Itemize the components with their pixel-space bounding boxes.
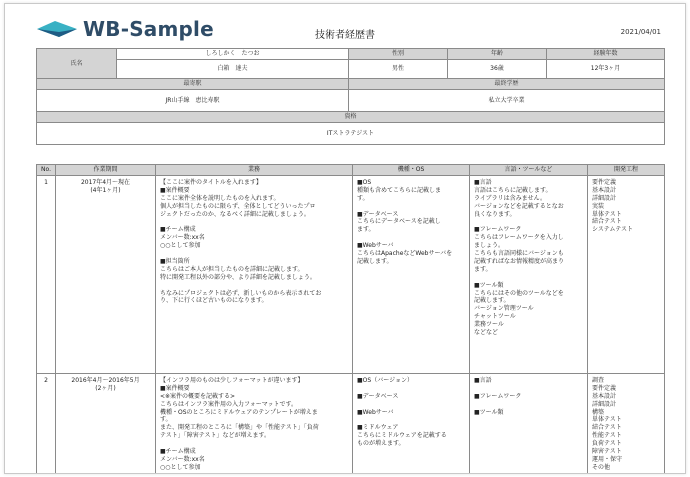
cell-line xyxy=(474,385,583,393)
cell-line: ■ツール類 xyxy=(474,281,504,289)
cell-line: 調査 xyxy=(592,376,605,384)
cell-line: ます。 xyxy=(474,265,492,273)
cell-line: 特に開発工程以外の部分や、より詳細を記載しましょう。 xyxy=(160,273,316,281)
cell-line: こちらはインフラ案件用の入力フォーマットです。 xyxy=(160,400,297,408)
cell-line: テスト」「障害テスト」などが増えます。 xyxy=(160,432,271,440)
cell-line: ■ツール類 xyxy=(474,408,504,416)
name-label: 氏名 xyxy=(37,49,117,79)
qualification-value-row xyxy=(37,123,665,145)
col-header-tools: 言語・ツールなど xyxy=(470,165,588,176)
education-label: 最終学歴 xyxy=(349,79,665,90)
career-os-cell xyxy=(353,175,470,373)
document-date: 2021/04/01 xyxy=(620,28,661,36)
cell-line: こちらにミドルウェアを記載する xyxy=(357,432,447,440)
cell-line: ■言語 xyxy=(474,178,492,186)
cell-line: こちらはフレームワークを入力し xyxy=(474,234,564,242)
cell-line: 機種・OSのところにミドルウェアのテンプレートが増えま xyxy=(160,408,318,416)
gender-label: 性別 xyxy=(349,49,448,60)
cell-line: こちらにデータベースを記載し xyxy=(357,218,441,226)
education-cell: 私立大学卒業 xyxy=(349,90,665,112)
cell-line: 要件定義 xyxy=(592,384,617,392)
cell-line: ましょう。 xyxy=(474,242,505,250)
cell-line: 記載すればなお情報精度が高まり xyxy=(474,257,565,265)
cell-line: 運用・保守 xyxy=(592,455,623,463)
cell-line: 基本設計 xyxy=(592,392,617,400)
cell-line: ■案件概要 xyxy=(160,186,190,194)
resume-sheet xyxy=(4,3,686,474)
cell-line xyxy=(357,385,465,393)
career-period-cell xyxy=(56,175,156,373)
cell-line xyxy=(474,218,583,226)
cell-line xyxy=(357,416,465,424)
cell-line: 2017年4月～現在 xyxy=(80,178,131,186)
cell-line: こちらも言語同様にバージョンも xyxy=(474,250,564,258)
cell-line: 言語はこちらに記載します。 xyxy=(474,186,552,194)
career-phases-cell xyxy=(588,175,665,373)
cell-line: す。 xyxy=(357,194,369,202)
cell-line: また、開発工程のところに「構築」や「性能テスト」「負荷 xyxy=(160,424,319,432)
cell-line: ■フレームワーク xyxy=(474,226,522,234)
cell-line: ジェクトだったのか、なるべく詳細に記載しましょう。 xyxy=(160,210,310,218)
cell-line: ■ミドルウェア xyxy=(357,424,399,432)
cell-line: バージョンなどを記載するとなお xyxy=(474,202,564,210)
career-tools-cell xyxy=(470,175,588,373)
cell-line: ■データベース xyxy=(357,210,399,218)
cell-line: ここに案件全体を説明したものを入れます。 xyxy=(160,194,280,202)
career-header-row xyxy=(37,165,665,176)
career-no-cell: 2 xyxy=(37,373,56,474)
cell-line: その他 xyxy=(592,463,611,471)
cell-line xyxy=(160,440,348,448)
col-header-os: 機種・OS xyxy=(353,165,470,176)
cell-line xyxy=(160,250,348,258)
cell-line: ■OS xyxy=(357,178,372,186)
profile-table xyxy=(36,48,665,145)
cell-line: 良くなります。 xyxy=(474,210,516,218)
cell-line xyxy=(160,282,348,290)
cell-line: <※案件の概要を記載する> xyxy=(160,392,236,400)
career-work-cell xyxy=(156,373,353,474)
logo-text: WB-Sample xyxy=(83,17,214,41)
cell-line xyxy=(357,234,465,242)
cell-line: 詳細設計 xyxy=(592,400,617,408)
cell-line: 負荷テスト xyxy=(592,440,622,448)
career-row xyxy=(37,373,665,474)
qualification-header-row xyxy=(37,112,665,123)
station-label: 最寄駅 xyxy=(37,79,349,90)
col-header-phases: 開発工程 xyxy=(588,165,665,176)
cell-line: 要件定義 xyxy=(592,178,617,186)
cell-line: 記載します。 xyxy=(474,297,510,305)
cell-line: メンバー数:xx名 xyxy=(160,234,205,242)
cell-line: (2ヶ月) xyxy=(95,384,116,392)
cell-line: 個人が担当したものに限らず、全体としてどういったプロ xyxy=(160,202,316,210)
cell-line: ■言語 xyxy=(474,376,492,384)
cell-line: ■OS（バージョン） xyxy=(357,376,413,384)
cell-line: メンバー数:xx名 xyxy=(160,455,205,463)
profile-row-values xyxy=(37,60,665,79)
col-header-period: 作業期間 xyxy=(56,165,156,176)
cell-line: す。 xyxy=(160,416,172,424)
cell-line: 結合テスト xyxy=(592,218,622,226)
cell-line: ○○として参加 xyxy=(160,463,201,471)
age-cell: 36歳 xyxy=(448,60,547,79)
cell-line: 単体テスト xyxy=(592,210,622,218)
cell-line xyxy=(474,274,583,282)
cell-line: ます。 xyxy=(357,226,375,234)
career-row xyxy=(37,175,665,373)
cell-line: こちらはApacheなどWebサーバを xyxy=(357,250,453,258)
cell-line: ちなみにプロジェクトは必ず、新しいものから表示されてお xyxy=(160,289,322,297)
cell-line: ■担当箇所 xyxy=(160,257,190,265)
experience-label: 経験年数 xyxy=(547,49,665,60)
col-header-work: 業務 xyxy=(156,165,353,176)
station-cell: JR山手線 恵比寿駅 xyxy=(37,90,349,112)
cell-line: 種類も含めてこちらに記載しま xyxy=(357,186,442,194)
cell-line: ■Webサーバ xyxy=(357,408,394,416)
cell-line: 単体テスト xyxy=(592,416,622,424)
career-phases-cell xyxy=(588,373,665,474)
career-work-cell xyxy=(156,175,353,373)
cell-line: (4年1ヶ月) xyxy=(90,186,121,194)
cell-line: などなど xyxy=(474,329,499,337)
cell-line: ■チーム構成 xyxy=(160,448,196,456)
cell-line xyxy=(357,203,465,211)
col-header-no: No. xyxy=(37,165,56,176)
cell-line: バージョン管理ツール xyxy=(474,305,534,313)
furigana-cell: しろしかく たつお xyxy=(117,49,349,60)
cell-line: ■Webサーバ xyxy=(357,242,394,250)
profile-row-header xyxy=(37,49,665,60)
career-tools-cell xyxy=(470,373,588,474)
age-label: 年齢 xyxy=(448,49,547,60)
career-os-cell xyxy=(353,373,470,474)
cell-line: 【インフラ用のものは少しフォーマットが違います】 xyxy=(160,376,304,384)
cell-line: ○○として参加 xyxy=(160,242,201,250)
cell-line: こちらにはその他のツールなどを xyxy=(474,289,564,297)
cell-line: 性能テスト xyxy=(592,432,622,440)
cell-line: ■データベース xyxy=(357,392,399,400)
cell-line xyxy=(357,401,465,409)
cell-line: チャットツール xyxy=(474,313,516,321)
cell-line: ■チーム構成 xyxy=(160,226,196,234)
cell-line: ■案件概要 xyxy=(160,384,190,392)
qualification-label: 資格 xyxy=(37,112,665,123)
cell-line: 構築 xyxy=(592,408,605,416)
cell-line: 障害テスト xyxy=(592,448,622,456)
career-table xyxy=(36,164,665,474)
cell-line: 結合テスト xyxy=(592,424,622,432)
station-education-header-row xyxy=(37,79,665,90)
experience-cell: 12年3ヶ月 xyxy=(547,60,665,79)
cell-line: 2016年4月～2016年5月 xyxy=(71,376,140,384)
cell-line: り、下に行くほど古いものになります。 xyxy=(160,297,268,305)
full-name-cell: 白箱 達夫 xyxy=(117,60,349,79)
cell-line: 詳細設計 xyxy=(592,194,617,202)
cell-line xyxy=(474,401,583,409)
cell-line: ■フレームワーク xyxy=(474,392,522,400)
cell-line: 業務ツール xyxy=(474,321,504,329)
document-title: 技術者経歴書 xyxy=(315,30,375,41)
cell-line: ものが増えます。 xyxy=(357,440,405,448)
cell-line: ライブラリは含みません。 xyxy=(474,194,547,202)
career-no-cell: 1 xyxy=(37,175,56,373)
cell-line: 実装 xyxy=(592,202,605,210)
cell-line: システムテスト xyxy=(592,226,634,234)
cell-line: こちらはご本人が担当したものを詳細に記載します。 xyxy=(160,265,304,273)
cell-line: 記載します。 xyxy=(357,257,393,265)
qualification-cell: ITストラテジスト xyxy=(37,123,665,145)
career-period-cell xyxy=(56,373,156,474)
cell-line: 【ここに案件のタイトルを入れます】 xyxy=(160,178,262,186)
station-education-value-row xyxy=(37,90,665,112)
gender-cell: 男性 xyxy=(349,60,448,79)
cell-line: 基本設計 xyxy=(592,186,617,194)
